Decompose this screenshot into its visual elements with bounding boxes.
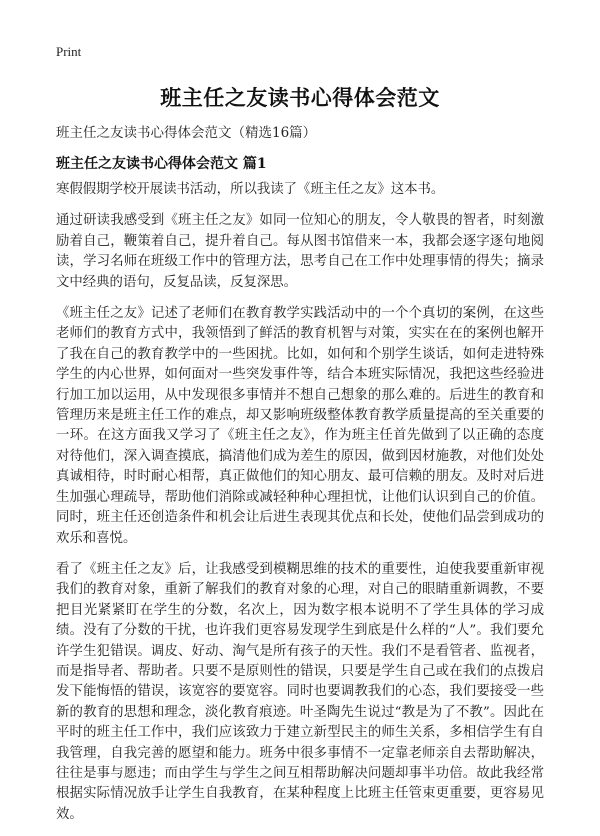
print-link[interactable]: Print <box>56 44 82 59</box>
section-heading: 班主任之友读书心得体会范文 篇1 <box>56 156 267 172</box>
paragraph-2: 通过研读我感受到《班主任之友》如同一位知心的朋友，令人敬畏的智者，时刻激励着自己，鞭策着自己，提升着自己。每从图书馆借来一本，我都会逐字逐句地阅读，学习名师在班级工作中的管理方法，思考自己在工作中处理事情的得失；摘录文中经典的语句，反复品读，反复深思。 <box>56 213 544 290</box>
paragraph-4: 看了《班主任之友》后，让我感受到模糊思维的技术的重要性，迫使我要重新审视我们的教育对象，重新了解我们的教育对象的心理，对自己的眼睛重新调教，不要把目光紧紧盯在学生的分数，名次上，因为数字根本说明不了学生具体的学习成绩。没有了分数的干扰，也许我们更容易发现学生到底是什么样的“人”。我们要允许学生犯错误。调皮、好动、淘气是所有孩子的天性。我们不是看管者、监视者，而是指导者、帮助者。只要不是原则性的错误，只要是学生自己或在我们的点拨启发下能悔悟的错误，该宽容的要宽容。同时也要调教我们的心态，我们要接受一些新的教育的思想和理念，淡化教育痕迹。叶圣陶先生说过“教是为了不教”。因此在平时的班主任工作中，我们应该致力于建立新型民主的师生关系，多相信学生有自我管理，自我完善的愿望和能力。班务中很多事情不一定靠老师亲自去帮助解决，往往是事与愿违；而由学生与学生之间互相帮助解决问题却事半功倍。故此我经常根据实际情况放手让学生自我教育，在某种程度上比班主任管束更重要，更容易见效。 <box>56 561 544 822</box>
article-body <box>56 180 544 836</box>
page-subtitle: 班主任之友读书心得体会范文（精选16篇） <box>56 125 317 141</box>
paragraph-1: 寒假假期学校开展读书活动，所以我读了《班主任之友》这本书。 <box>56 182 445 197</box>
paragraph-3: 《班主任之友》记述了老师们在教育教学实践活动中的一个个真切的案例，在这些老师们的教育方式中，我领悟到了鲜活的教育机智与对策，实实在在的案例也解开了我在自己的教育教学中的一些困扰。比如，如何和个别学生谈话，如何走进特殊学生的内心世界，如何面对一些突发事件等，结合本班实际情况，我把这些经验进行加工加以运用，从中发现很多事情并不想自己想象的那么难的。后进生的教育和管理历来是班主任工作的难点，却又影响班级整体教育教学质量提高的至关重要的一环。在这方面我又学习了《班主任之友》，作为班主任首先做到了以正确的态度对待他们，深入调查摸底，搞清他们成为差生的原因，做到因材施教，对他们处处真诚相待，时时耐心相帮，真正做他们的知心朋友、最可信赖的朋友。及时对后进生加强心理疏导，帮助他们消除或减轻种种心理担忧，让他们认识到自己的价值。同时，班主任还创造条件和机会让后进生表现其优点和长处，使他们品尝到成功的欢乐和喜悦。 <box>56 306 544 546</box>
page-title: 班主任之友读书心得体会范文 <box>160 85 440 110</box>
